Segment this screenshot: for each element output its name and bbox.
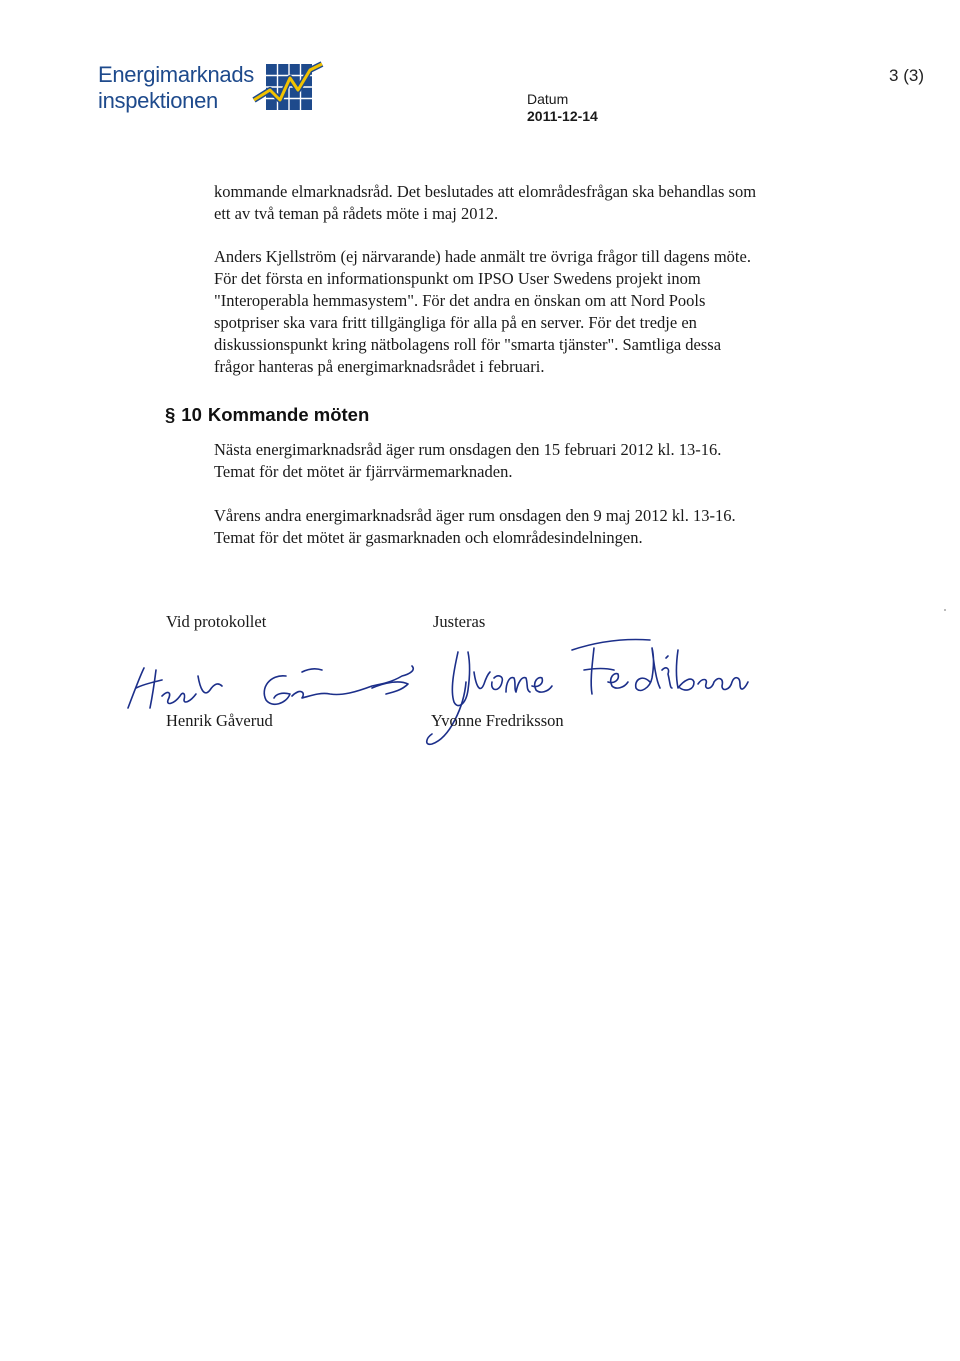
logo-line-2: inspektionen [98, 88, 218, 113]
section-title: Kommande möten [207, 404, 370, 425]
signature-stroke [264, 676, 290, 704]
signature-stroke [532, 678, 552, 692]
paragraph-line: Vårens andra energimarknadsråd äger rum onsdagen den 9 maj 2012 kl. 13-16. [214, 506, 736, 525]
intro-paragraph [214, 181, 834, 225]
page-number: 3 (3) [889, 66, 924, 85]
paragraph-line: kommande elmarknadsråd. Det beslutades att elområdesfrågan ska behandlas som [214, 182, 757, 201]
signature-stroke [452, 652, 469, 706]
section-symbol: § [165, 404, 176, 425]
date-label: Datum [527, 91, 569, 107]
signature-stroke [506, 678, 530, 692]
signature-stroke [372, 682, 408, 694]
date-block [527, 91, 598, 125]
adjuster-name: Yvonne Fredriksson [431, 711, 564, 730]
next-meeting-paragraph [214, 439, 834, 483]
paragraph-line: För det första en informationspunkt om IPSO User Swedens projekt inom [214, 269, 701, 288]
signature-stroke [128, 668, 162, 708]
signature-stroke [584, 648, 614, 694]
lightning-grid-logo-icon [252, 60, 328, 116]
minutes-taker-name: Henrik Gåverud [166, 711, 273, 730]
signature-stroke [162, 693, 196, 704]
other-questions-paragraph [214, 246, 834, 378]
logo-wordmark [98, 62, 254, 114]
minutes-taker-label: Vid protokollet [166, 612, 267, 631]
section-heading [165, 404, 375, 426]
signature-stroke [572, 639, 650, 650]
paragraph-line: Nästa energimarknadsråd äger rum onsdagen den 15 februari 2012 kl. 13-16. [214, 440, 722, 459]
date-value: 2011-12-14 [527, 108, 598, 124]
handwritten-signatures [110, 630, 750, 750]
paragraph-line: ett av två teman på rådets möte i maj 2012. [214, 204, 499, 223]
spring-meeting-paragraph [214, 505, 834, 549]
paragraph-line: spotpriser ska vara fritt tillgängliga för alla på en server. För det tredje en [214, 313, 697, 332]
section-number: 10 [181, 404, 202, 425]
scan-artifact [944, 609, 946, 611]
paragraph-line: Anders Kjellström (ej närvarande) hade anmält tre övriga frågor till dagens möte. [214, 247, 751, 266]
paragraph-line: frågor hanteras på energimarknadsrådet i februari. [214, 357, 545, 376]
paragraph-line: diskussionspunkt kring nätbolagens roll för "smarta tjänster". Samtliga dessa [214, 335, 722, 354]
signature-stroke [198, 676, 222, 693]
paragraph-line: Temat för det mötet är fjärrvärmemarknaden. [214, 462, 513, 481]
signature-stroke [608, 674, 628, 688]
signature-stroke [698, 678, 748, 690]
paragraph-line: "Interoperabla hemmasystem". För det andra en önskan om att Nord Pools [214, 291, 706, 310]
signature-stroke [662, 656, 672, 688]
signature-stroke [302, 669, 322, 672]
logo-line-1: Energimarknads [98, 62, 254, 87]
paragraph-line: Temat för det mötet är gasmarknaden och elområdesindelningen. [214, 528, 643, 547]
signature-stroke [677, 650, 695, 690]
signature-stroke [636, 648, 660, 690]
adjuster-label: Justeras [433, 612, 486, 631]
signature-stroke [474, 672, 502, 690]
